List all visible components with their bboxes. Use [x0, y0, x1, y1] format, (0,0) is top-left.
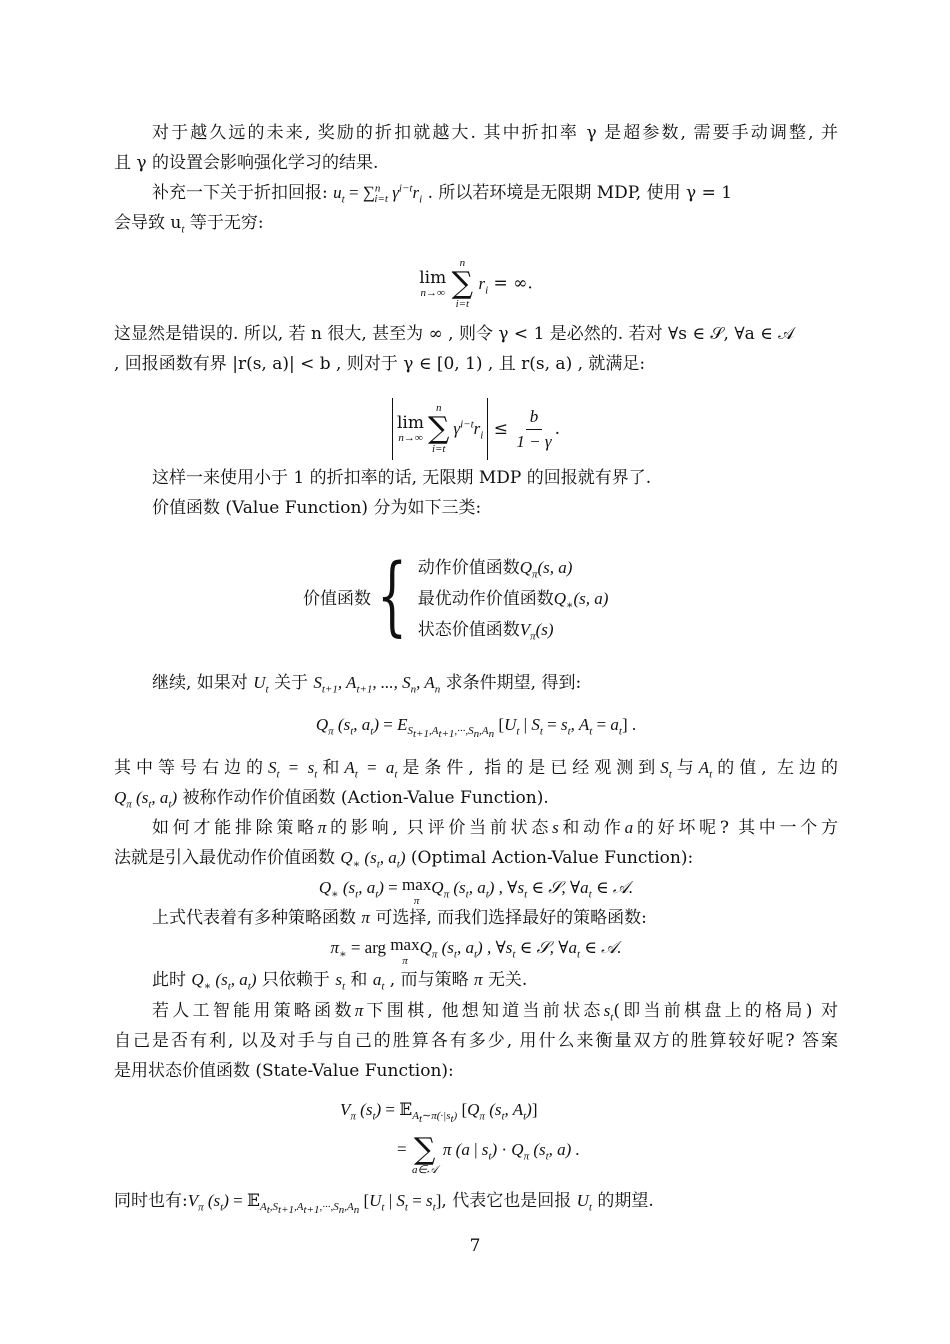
equation-bound: lim n→∞ n ∑ i=t $\gamma^{i-t}r_i$ ≤ $\frac{b}{1 - \gamma}$ .	[114, 398, 838, 466]
math-inline: $u_t = \sum^n_{i=t}$ $\gamma^{i-t}r_i$	[333, 182, 423, 206]
paragraph-line: 法就是引入最优动作价值函数 $Q_∗$ ($s_t$, $a_t$) (Optimal Action-Value Function):	[114, 848, 694, 871]
left-brace: {	[377, 546, 408, 646]
paragraph-line: $Q_\pi$ ($s_t$, $a_t$) 被称作动作价值函数 (Action-Value Function).	[114, 788, 549, 811]
paragraph-line: 价值函数 (Value Function) 分为如下三类:	[152, 498, 482, 518]
text: 会导致 u	[114, 213, 182, 233]
paragraph-line: 这显然是错误的. 所以, 若 n 很大, 甚至为 ∞ , 则令 γ < 1 是必然的. 若对 ∀s ∈ 𝒮, ∀a ∈ 𝒜	[114, 324, 795, 344]
equation-rhs: = ∞.	[493, 273, 533, 294]
paragraph-line: 自己是否有利, 以及对手与自己的胜算各有多少, 用什么来衡量双方的胜算较好呢? 答案	[114, 1031, 838, 1051]
value-function-cases	[303, 548, 608, 644]
paragraph-line: 此时 $Q_∗$ ($s_t$, $a_t$) 只依赖于 $s_t$ 和 $a_t$ , 而与策略 π 无关.	[152, 970, 528, 993]
case-item: 状态价值函数$V_\pi(s)$	[417, 619, 554, 642]
fraction-numerator: b	[526, 407, 543, 430]
paragraph-line	[152, 181, 838, 205]
paragraph-line: 其中等号右边的$S_t = s_t$和$A_t = a_t$是条件, 指的是已经观测到$S_t$与$A_t$的值, 左边的	[114, 758, 839, 781]
paragraph-line: 上式代表着有多种策略函数 π 可选择, 而我们选择最好的策略函数:	[152, 908, 647, 928]
paragraph-line: 如何才能排除策略π的影响, 只评价当前状态s和动作a的好坏呢? 其中一个方	[152, 818, 839, 838]
paragraph-line: 继续, 如果对 $U_t$ 关于 $S_{t+1}$, $A_{t+1}$, ..., $S_n$, $A_n$ 求条件期望, 得到:	[152, 673, 582, 696]
case-item: 最优动作价值函数$Q_∗(s$, a)	[417, 588, 609, 611]
text: . 所以若环境是无限期 MDP, 使用 γ = 1	[427, 183, 733, 203]
paragraph-line: 若人工智能用策略函数π下围棋, 他想知道当前状态$s_t$(即当前棋盘上的格局) 对	[152, 1001, 839, 1024]
text: 等于无穷:	[189, 213, 264, 233]
equation-v-pi-line1: $V_\pi$ $(s_t)$ = 𝔼$_{A_t\sim\pi(\cdot|s_t)}$ [$Q_\pi$ ($s_t$, $A_t$)]	[340, 1100, 538, 1126]
paragraph-line: 且 γ 的设置会影响强化学习的结果.	[114, 153, 379, 173]
paragraph-line: 同时也有$:V_\pi$ $(s_t)$ = 𝔼$_{A_t,S_{t+1},A_{t+1},\cdot\cdot\cdot,S_n,A_n}$ [$U_t$ | $S_t = s_t$], 代表它也是回报 $U_t$ 的期望.	[114, 1191, 654, 1217]
paragraph-line: 是用状态价值函数 (State-Value Function):	[114, 1061, 454, 1081]
equation-q-pi: $Q_\pi$ ($s_t$, $a_t) = E_{S_{t+1},A_{t+1},\cdot\cdot\cdot,S_n,A_n}$ [$U_t$ | $S_t = s_t$, $A_t = a_t$] .	[315, 715, 637, 741]
text: 补充一下关于折扣回报:	[152, 183, 328, 203]
paragraph-line: 对于越久远的未来, 奖励的折扣就越大. 其中折扣率 γ 是超参数, 需要手动调整, 并	[152, 123, 838, 143]
equation-v-pi-line2: = ∑ a∈𝒜 π (a | $s_t) \cdot Q_\pi$ ($s_t$, a) .	[397, 1132, 580, 1176]
fraction-denominator: 1 − γ	[516, 431, 552, 451]
case-item: 动作价值函数$Q_\pi(s$, a)	[417, 557, 573, 580]
paragraph-line: , 回报函数有界 |r(s, a)| < b , 则对于 γ ∈ [0, 1) , 且 r(s, a) , 就满足:	[114, 354, 646, 374]
cases-label: 价值函数	[303, 588, 371, 609]
equation-pi-star: $\pi_∗$ = arg max π $Q_\pi$ ($s_t$, $a_t$) , $\forall s_t$ ∈ 𝒮, $\forall a_t$ ∈ 𝒜.	[330, 935, 622, 967]
paragraph-line: 会导致 $u_t$ 等于无穷:	[114, 213, 264, 236]
paragraph-line: 这样一来使用小于 1 的折扣率的话, 无限期 MDP 的回报就有界了.	[152, 468, 652, 488]
equation-q-star: $Q_∗$ ($s_t$, $a_t$) = max π $Q_\pi$ ($s_t$, $a_t$) , $\forall s_t$ ∈ 𝒮, $\forall a_t$ ∈ 𝒜.	[318, 875, 634, 907]
page-number: 7	[469, 1236, 481, 1256]
equation-limit-sum: lim n→∞ n ∑ i=t $r_i$ = ∞.	[419, 257, 533, 310]
